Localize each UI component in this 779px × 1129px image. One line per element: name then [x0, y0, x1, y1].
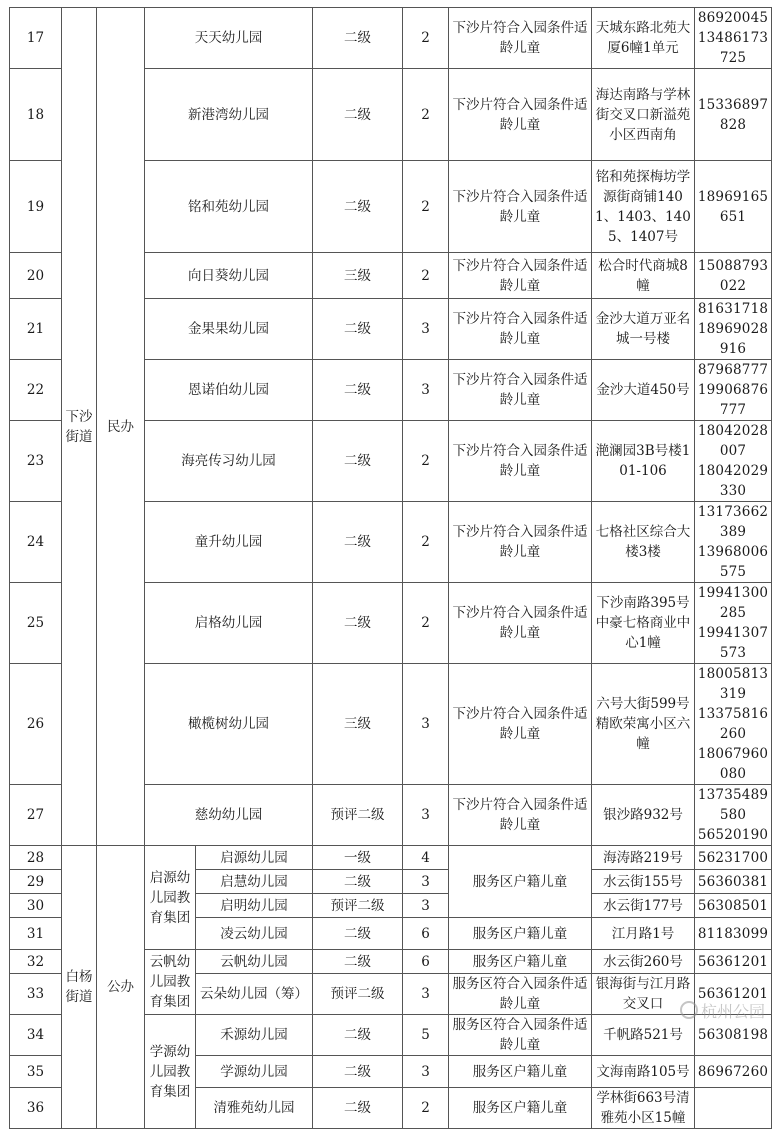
kindergarten-name: 童升幼儿园	[145, 502, 313, 583]
address-cell: 千帆路521号	[592, 1015, 695, 1056]
enroll-condition: 下沙片符合入园条件适龄儿童	[449, 299, 592, 360]
class-count: 2	[403, 8, 449, 69]
enroll-condition: 服务区户籍儿童	[449, 846, 592, 918]
enroll-condition: 服务区户籍儿童	[449, 1056, 592, 1088]
kindergarten-name: 学源幼儿园	[196, 1056, 313, 1088]
enroll-condition: 下沙片符合入园条件适龄儿童	[449, 253, 592, 299]
address-cell: 水云街155号	[592, 870, 695, 894]
class-count: 2	[403, 69, 449, 161]
row-number: 26	[10, 664, 62, 785]
enroll-condition: 服务区户籍儿童	[449, 918, 592, 950]
kindergarten-name: 启源幼儿园	[196, 846, 313, 870]
kindergarten-name: 橄榄树幼儿园	[145, 664, 313, 785]
level-cell: 二级	[313, 421, 403, 502]
class-count: 2	[403, 161, 449, 253]
level-cell: 二级	[313, 299, 403, 360]
class-count: 3	[403, 1056, 449, 1088]
level-cell: 二级	[313, 69, 403, 161]
row-number: 35	[10, 1056, 62, 1088]
level-cell: 二级	[313, 583, 403, 664]
phone-cell: 81631718 18969028916	[695, 299, 772, 360]
row-number: 22	[10, 360, 62, 421]
class-count: 2	[403, 583, 449, 664]
row-number: 29	[10, 870, 62, 894]
kindergarten-name: 云帆幼儿园	[196, 950, 313, 974]
address-cell: 海涛路219号	[592, 846, 695, 870]
level-cell: 三级	[313, 664, 403, 785]
address-cell: 天城东路北苑大厦6幢1单元	[592, 8, 695, 69]
class-count: 3	[403, 785, 449, 846]
type-cell: 公办	[97, 846, 145, 1129]
phone-cell: 81183099	[695, 918, 772, 950]
row-number: 31	[10, 918, 62, 950]
enroll-condition: 下沙片符合入园条件适龄儿童	[449, 69, 592, 161]
type-cell: 民办	[97, 8, 145, 846]
level-cell: 二级	[313, 1088, 403, 1129]
class-count: 3	[403, 664, 449, 785]
row-number: 28	[10, 846, 62, 870]
phone-cell: 86920045 13486173725	[695, 8, 772, 69]
kindergarten-name: 恩诺伯幼儿园	[145, 360, 313, 421]
phone-cell: 13735489580 56520190	[695, 785, 772, 846]
class-count: 5	[403, 1015, 449, 1056]
level-cell: 二级	[313, 161, 403, 253]
row-number: 32	[10, 950, 62, 974]
address-cell: 六号大街599号精欧荣寓小区六幢	[592, 664, 695, 785]
enroll-condition: 下沙片符合入园条件适龄儿童	[449, 664, 592, 785]
enroll-condition: 下沙片符合入园条件适龄儿童	[449, 161, 592, 253]
row-number: 19	[10, 161, 62, 253]
level-cell: 二级	[313, 918, 403, 950]
kindergarten-name: 启慧幼儿园	[196, 870, 313, 894]
class-count: 3	[403, 894, 449, 918]
class-count: 2	[403, 1088, 449, 1129]
level-cell: 二级	[313, 360, 403, 421]
group-cell: 学源幼儿园教育集团	[145, 1015, 196, 1129]
row-number: 33	[10, 974, 62, 1015]
level-cell: 二级	[313, 950, 403, 974]
row-number: 17	[10, 8, 62, 69]
level-cell: 一级	[313, 846, 403, 870]
class-count: 4	[403, 846, 449, 870]
kindergarten-name: 铭和苑幼儿园	[145, 161, 313, 253]
address-cell: 学林街663号清雅苑小区15幢	[592, 1088, 695, 1129]
address-cell: 银海街与江月路交叉口	[592, 974, 695, 1015]
address-cell: 水云街177号	[592, 894, 695, 918]
watermark: 杭州公园	[680, 999, 765, 1022]
kindergarten-name: 云朵幼儿园（筹）	[196, 974, 313, 1015]
enroll-condition: 下沙片符合入园条件适龄儿童	[449, 583, 592, 664]
row-number: 25	[10, 583, 62, 664]
phone-cell: 56360381	[695, 870, 772, 894]
phone-cell: 15088793022	[695, 253, 772, 299]
row-number: 27	[10, 785, 62, 846]
phone-cell: 56308198	[695, 1015, 772, 1056]
kindergarten-name: 天天幼儿园	[145, 8, 313, 69]
level-cell: 预评二级	[313, 785, 403, 846]
group-cell: 云帆幼儿园教育集团	[145, 950, 196, 1015]
phone-cell	[695, 1088, 772, 1129]
level-cell: 二级	[313, 1056, 403, 1088]
address-cell: 松合时代商城8幢	[592, 253, 695, 299]
class-count: 6	[403, 918, 449, 950]
row-number: 21	[10, 299, 62, 360]
kindergarten-name: 金果果幼儿园	[145, 299, 313, 360]
level-cell: 二级	[313, 1015, 403, 1056]
enroll-condition: 下沙片符合入园条件适龄儿童	[449, 502, 592, 583]
kindergarten-name: 清雅苑幼儿园	[196, 1088, 313, 1129]
street-cell: 白杨街道	[62, 846, 97, 1129]
address-cell: 滟澜园3B号楼101-106	[592, 421, 695, 502]
enroll-condition: 服务区户籍儿童	[449, 1088, 592, 1129]
phone-cell: 18969165651	[695, 161, 772, 253]
table-row	[10, 846, 772, 870]
enroll-condition: 下沙片符合入园条件适龄儿童	[449, 360, 592, 421]
class-count: 3	[403, 360, 449, 421]
group-cell: 启源幼儿园教育集团	[145, 846, 196, 950]
kindergarten-name: 海亮传习幼儿园	[145, 421, 313, 502]
level-cell: 二级	[313, 870, 403, 894]
class-count: 2	[403, 421, 449, 502]
kindergarten-name: 慈幼幼儿园	[145, 785, 313, 846]
table-row	[10, 8, 772, 69]
row-number: 30	[10, 894, 62, 918]
phone-cell: 13173662389 13968006575	[695, 502, 772, 583]
phone-cell: 87968777 19906876777	[695, 360, 772, 421]
phone-cell: 56308501	[695, 894, 772, 918]
level-cell: 预评二级	[313, 974, 403, 1015]
address-cell: 银沙路932号	[592, 785, 695, 846]
address-cell: 文海南路105号	[592, 1056, 695, 1088]
enroll-condition: 服务区户籍儿童	[449, 950, 592, 974]
address-cell: 铭和苑探梅坊学源街商铺1401、1403、1405、1407号	[592, 161, 695, 253]
class-count: 3	[403, 870, 449, 894]
kindergarten-name: 凌云幼儿园	[196, 918, 313, 950]
level-cell: 三级	[313, 253, 403, 299]
address-cell: 水云街260号	[592, 950, 695, 974]
level-cell: 二级	[313, 8, 403, 69]
row-number: 20	[10, 253, 62, 299]
phone-cell: 15336897828	[695, 69, 772, 161]
class-count: 3	[403, 974, 449, 1015]
level-cell: 预评二级	[313, 894, 403, 918]
address-cell: 下沙南路395号中豪七格商业中心1幢	[592, 583, 695, 664]
kindergarten-name: 向日葵幼儿园	[145, 253, 313, 299]
kindergarten-name: 启格幼儿园	[145, 583, 313, 664]
enroll-condition: 下沙片符合入园条件适龄儿童	[449, 8, 592, 69]
address-cell: 江月路1号	[592, 918, 695, 950]
enroll-condition: 服务区符合入园条件适龄儿童	[449, 1015, 592, 1056]
phone-cell: 56361201	[695, 950, 772, 974]
row-number: 36	[10, 1088, 62, 1129]
class-count: 3	[403, 299, 449, 360]
class-count: 2	[403, 502, 449, 583]
address-cell: 金沙大道万亚名城一号楼	[592, 299, 695, 360]
address-cell: 七格社区综合大楼3楼	[592, 502, 695, 583]
level-cell: 二级	[313, 502, 403, 583]
row-number: 24	[10, 502, 62, 583]
row-number: 34	[10, 1015, 62, 1056]
row-number: 18	[10, 69, 62, 161]
address-cell: 海达南路与学林街交叉口新溢苑小区西南角	[592, 69, 695, 161]
kindergarten-name: 新港湾幼儿园	[145, 69, 313, 161]
kindergarten-table	[9, 7, 772, 1129]
address-cell: 金沙大道450号	[592, 360, 695, 421]
phone-cell: 18042028007 18042029330	[695, 421, 772, 502]
kindergarten-name: 启明幼儿园	[196, 894, 313, 918]
class-count: 6	[403, 950, 449, 974]
enroll-condition: 下沙片符合入园条件适龄儿童	[449, 785, 592, 846]
phone-cell: 86967260	[695, 1056, 772, 1088]
phone-cell: 19941300285 19941307573	[695, 583, 772, 664]
phone-cell: 18005813319 13375816260 18067960080	[695, 664, 772, 785]
enroll-condition: 下沙片符合入园条件适龄儿童	[449, 421, 592, 502]
wechat-icon	[680, 1001, 698, 1019]
phone-cell: 56361201	[695, 974, 772, 1015]
street-cell: 下沙街道	[62, 8, 97, 846]
kindergarten-name: 禾源幼儿园	[196, 1015, 313, 1056]
phone-cell: 56231700	[695, 846, 772, 870]
class-count: 2	[403, 253, 449, 299]
enroll-condition: 服务区符合入园条件适龄儿童	[449, 974, 592, 1015]
row-number: 23	[10, 421, 62, 502]
